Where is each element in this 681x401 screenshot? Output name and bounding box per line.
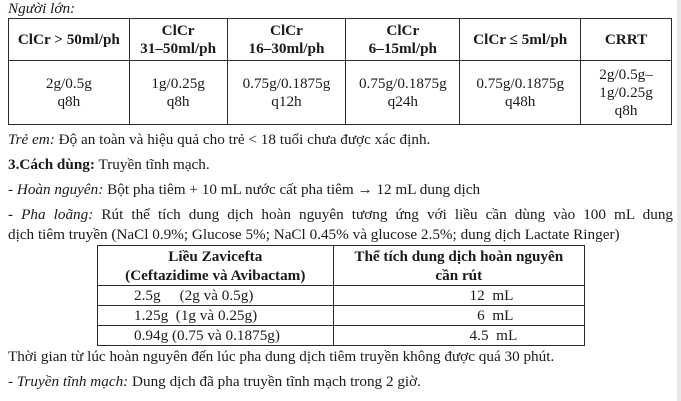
dose-clcr-over-50: 2g/0.5g q8h xyxy=(9,61,130,125)
table-row xyxy=(98,286,585,306)
header-clcr-16-30: ClCr 16–30ml/ph xyxy=(227,19,346,61)
bullet-dash: - xyxy=(8,373,17,390)
renal-dosing-table xyxy=(8,18,672,125)
header-clcr-under-5: ClCr ≤ 5ml/ph xyxy=(460,19,581,61)
reconstitution-text: Bột pha tiêm + 10 mL nước cất pha tiêm → 12 mL dung dịch xyxy=(103,181,481,198)
volume-cell: 4.5 mL xyxy=(333,326,584,346)
dose-clcr-under-5: 0.75g/0.1875g q48h xyxy=(460,61,581,125)
iv-infusion-label: Truyền tĩnh mạch: xyxy=(16,373,129,390)
reconstitution-item xyxy=(8,181,480,199)
header-clcr-over-50: ClCr > 50ml/ph xyxy=(9,19,130,61)
pediatric-label: Trẻ em: xyxy=(8,131,55,148)
dilution-text-line1: Rút thể tích dung dịch hoàn nguyên tương ứng với liều cần dùng vào 100 mL dung xyxy=(93,206,674,223)
time-limit-note: Thời gian từ lúc hoàn nguyên đến lúc pha dung dịch tiêm truyền không được quá 30 phút. xyxy=(8,348,555,365)
pediatric-note xyxy=(8,131,430,149)
administration-text: Truyền tĩnh mạch. xyxy=(94,156,210,173)
bullet-dash: - xyxy=(8,206,22,223)
pediatric-text: Độ an toàn và hiệu quả cho trẻ < 18 tuổi chưa được xác định. xyxy=(54,131,431,148)
table-row xyxy=(98,306,585,326)
dilution-volume-table xyxy=(97,245,585,346)
header-crrt: CRRT xyxy=(581,19,672,61)
bullet-dash: - xyxy=(8,181,17,198)
header-clcr-31-50: ClCr 31–50ml/ph xyxy=(129,19,227,61)
renal-table-header-row xyxy=(9,19,672,61)
dilution-item xyxy=(8,206,673,224)
dilution-table-header-row xyxy=(98,246,585,286)
renal-table-dose-row xyxy=(9,61,672,125)
dilution-text-line2: dịch tiêm truyền (NaCl 0.9%; Glucose 5%; NaCl 0.45% và glucose 2.5%; dung dịch Lactate Ringer) xyxy=(8,226,620,243)
dose-clcr-31-50: 1g/0.25g q8h xyxy=(129,61,227,125)
administration-section xyxy=(8,156,210,174)
header-clcr-6-15: ClCr 6–15ml/ph xyxy=(346,19,460,61)
header-volume: Thể tích dung dịch hoàn nguyên cần rút xyxy=(333,246,584,286)
administration-heading: 3.Cách dùng: xyxy=(8,156,95,173)
iv-infusion-item xyxy=(8,373,421,391)
dose-cell: 0.94g (0.75 và 0.1875g) xyxy=(98,326,334,346)
page-edge-strip xyxy=(677,0,681,401)
volume-cell: 12 mL xyxy=(333,286,584,306)
table-row xyxy=(98,326,585,346)
dose-crrt: 2g/0.5g– 1g/0.25g q8h xyxy=(581,61,672,125)
header-dose: Liều Zavicefta (Ceftazidime và Avibactam) xyxy=(98,246,334,286)
dose-clcr-16-30: 0.75g/0.1875g q12h xyxy=(227,61,346,125)
reconstitution-label: Hoàn nguyên: xyxy=(16,181,104,198)
dose-clcr-6-15: 0.75g/0.1875g q24h xyxy=(346,61,460,125)
dose-cell: 2.5g (2g và 0.5g) xyxy=(98,286,334,306)
iv-infusion-text: Dung dịch đã pha truyền tĩnh mạch trong 2 giờ. xyxy=(128,373,421,390)
dilution-label: Pha loãng: xyxy=(21,206,94,223)
adult-label: Người lớn: xyxy=(8,0,76,17)
dose-cell: 1.25g (1g và 0.25g) xyxy=(98,306,334,326)
volume-cell: 6 mL xyxy=(333,306,584,326)
